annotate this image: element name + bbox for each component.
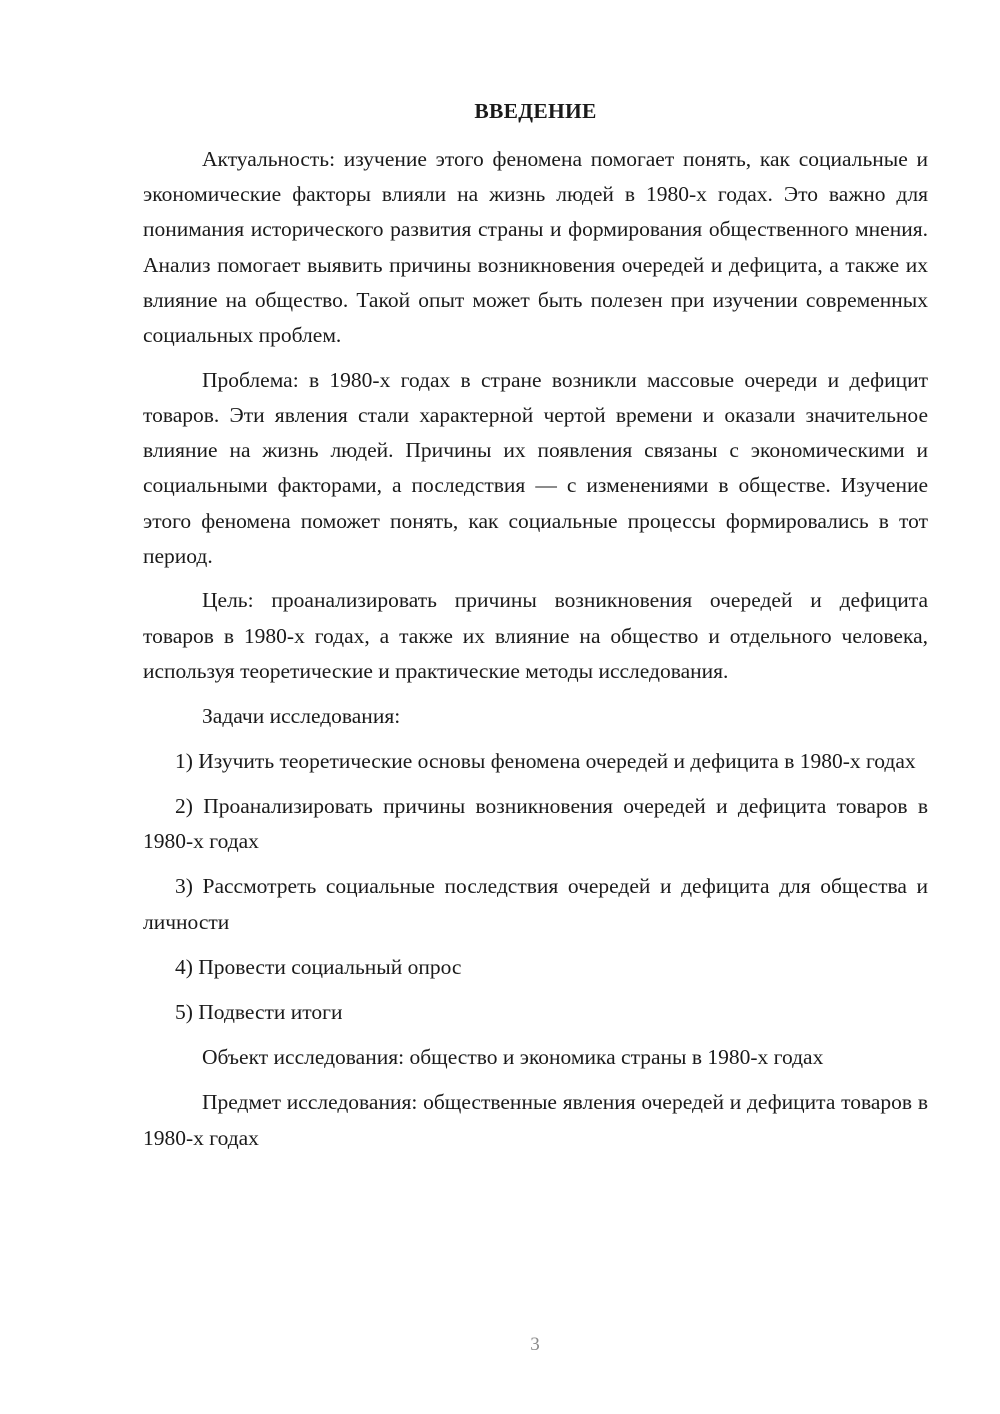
task-item-1: 1) Изучить теоретические основы феномена очередей и дефицита в 1980-х годах bbox=[175, 748, 916, 773]
goal-paragraph: Цель: проанализировать причины возникновения очередей и дефицита товаров в 1980-х годах, а также их влияние на общество и отдельного человека, используя теоретические и практические методы исследования. bbox=[143, 588, 928, 683]
relevance-paragraph: Актуальность: изучение этого феномена помогает понять, как социальные и экономические факторы влияли на жизнь людей в 1980-х годах. Это важно для понимания исторического развития страны и формирования общественного мнения. Анализ помогает выявить причины возникновения очередей и дефицита, а также их влияние на общество. Такой опыт может быть полезен при изучении современных социальных проблем. bbox=[143, 147, 928, 348]
tasks-heading: Задачи исследования: bbox=[202, 703, 401, 728]
document-page bbox=[143, 96, 928, 1165]
page-number: 3 bbox=[530, 1334, 540, 1355]
section-title: ВВЕДЕНИЕ bbox=[474, 99, 597, 123]
task-item-2: 2) Проанализировать причины возникновения очередей и дефицита товаров в 1980-х годах bbox=[143, 793, 928, 854]
task-item-3: 3) Рассмотреть социальные последствия очередей и дефицита для общества и личности bbox=[143, 874, 928, 934]
task-item-4: 4) Провести социальный опрос bbox=[175, 954, 462, 979]
problem-paragraph: Проблема: в 1980-х годах в стране возникли массовые очереди и дефицит товаров. Эти явления стали характерной чертой времени и оказали значительное влияние на жизнь людей. Причины их появления связаны с экономическими и социальными факторами, а последствия — с изменениями в обществе. Изучение этого феномена поможет понять, как социальные процессы формировались в тот период. bbox=[143, 367, 928, 568]
research-subject: Предмет исследования: общественные явления очередей и дефицита товаров в 1980-х годах bbox=[143, 1090, 928, 1150]
task-item-5: 5) Подвести итоги bbox=[175, 999, 343, 1024]
research-object: Объект исследования: общество и экономика страны в 1980-х годах bbox=[202, 1045, 824, 1070]
